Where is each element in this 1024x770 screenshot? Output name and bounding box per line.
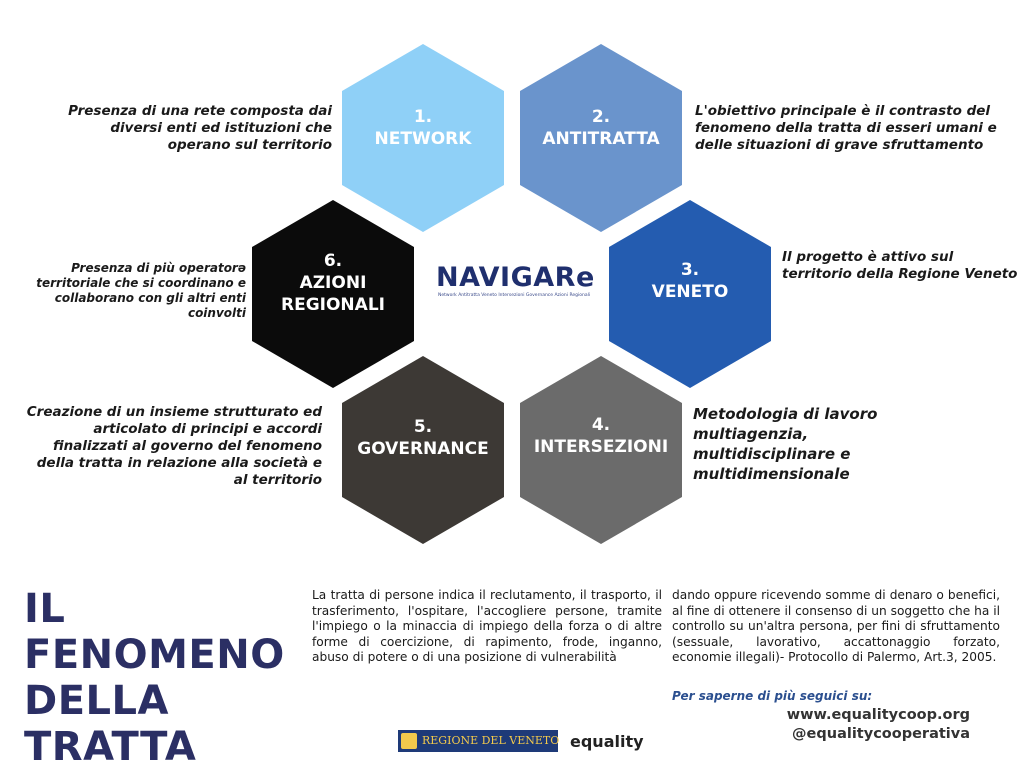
follow-us-label: Per saperne di più seguici su:: [672, 689, 873, 703]
hexagon-title: AZIONI REGIONALI: [281, 273, 385, 315]
hexagon-number: 5.: [413, 417, 433, 437]
hexagon-number: 4.: [591, 415, 611, 435]
hexagon-title: NETWORK: [374, 129, 472, 149]
hexagon-title: ANTITRATTA: [542, 129, 660, 149]
description-veneto: Il progetto è attivo sul territorio della Regione Veneto: [782, 249, 1018, 282]
contact-links: [780, 706, 970, 744]
navigare-logo-subtitle: Network Antitratta Veneto Intersezioni Governance Azioni Regionali: [438, 293, 591, 298]
hexagon-governance-label: [338, 416, 508, 460]
page-title: IL FENOMENO DELLA TRATTA: [24, 586, 285, 770]
hexagon-number: 3.: [680, 260, 700, 280]
description-network: Presenza di una rete composta dai diversi enti ed istituzioni che operano sul territorio: [68, 103, 332, 153]
regione-veneto-logo-text: REGIONE DEL VENETO: [422, 734, 560, 747]
definition-text-column-2: dando oppure ricevendo somme di denaro o benefici, al fine di ottenere il consenso di un soggetto che ha il controllo su un'altra persona, per fini di sfruttamento (sessuale, lavorativo, accattonaggio forzato, economie illegali)- Protocollo di Palermo, Art.3, 2005.: [672, 588, 1000, 664]
equality-logo: equality: [570, 732, 644, 751]
hexagon-title: VENETO: [651, 282, 729, 302]
hexagon-veneto-label: [605, 259, 775, 303]
hexagon-number: 2.: [591, 107, 611, 127]
description-azioni: Presenza di più operatorə territoriale che si coordinano e collaborano con gli altri enti coinvolti: [36, 261, 246, 320]
hexagon-antitratta-label: [516, 106, 686, 150]
hexagon-title: GOVERNANCE: [357, 439, 489, 459]
navigare-logo-word: NAVIGARe: [436, 262, 595, 293]
hexagon-azioni-label: [248, 250, 418, 316]
hexagon-number: 1.: [413, 107, 433, 127]
website-link[interactable]: www.equalitycoop.org: [786, 707, 970, 723]
navigare-logo: [436, 262, 595, 306]
description-intersezioni: Metodologia di lavoro multiagenzia, multidisciplinare e multidimensionale: [693, 405, 878, 483]
definition-text-column-1: La tratta di persone indica il reclutamento, il trasporto, il trasferimento, l'ospitare, l'accogliere persone, tramite l'impiego o la minaccia di impiego della forza o di altre forme di coercizione, di rapimento, frode, inganno, abuso di potere o di una posizione di vulnerabilità: [312, 588, 662, 664]
hexagon-title: INTERSEZIONI: [533, 437, 669, 457]
regione-emblem-icon: [401, 733, 417, 749]
description-antitratta: L'obiettivo principale è il contrasto del fenomeno della tratta di esseri umani e delle situazioni di grave sfruttamento: [695, 103, 997, 153]
social-handle[interactable]: @equalitycooperativa: [792, 726, 970, 742]
hexagon-number: 6.: [323, 251, 343, 271]
hexagon-network-label: [338, 106, 508, 150]
hexagon-intersezioni-label: [516, 414, 686, 458]
regione-veneto-logo: [398, 730, 558, 752]
description-governance: Creazione di un insieme strutturato ed articolato di principi e accordi finalizzati al governo del fenomeno della tratta in relazione alla società e al territorio: [26, 404, 322, 488]
